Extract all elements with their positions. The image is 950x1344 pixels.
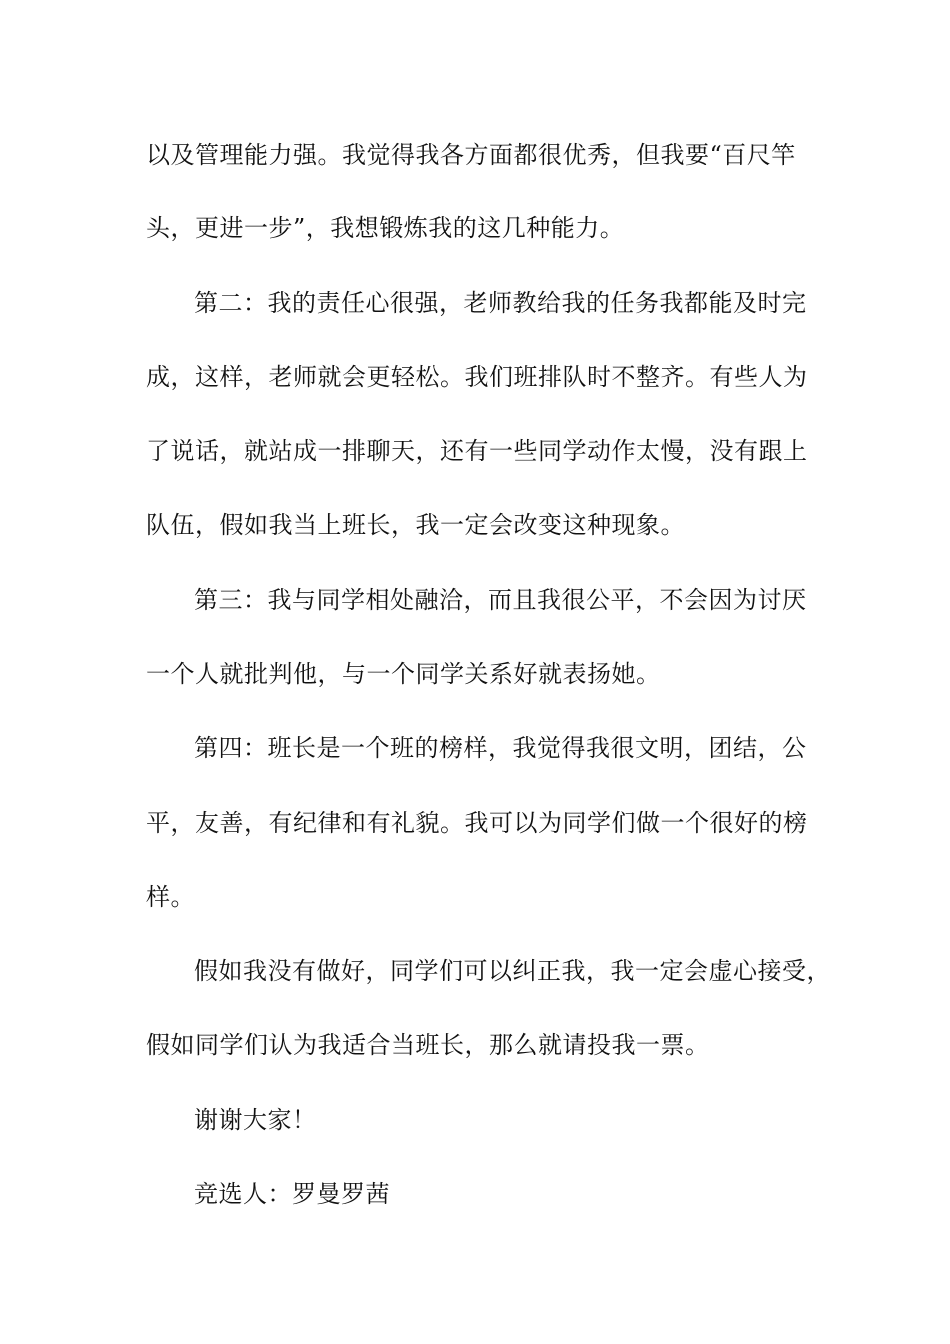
text-line: 以及管理能力强。我觉得我各方面都很优秀，但我要“百尺竿 [146, 141, 796, 169]
text-line: 样。 [146, 883, 195, 911]
text-line: 成，这样，老师就会更轻松。我们班排队时不整齐。有些人为 [146, 363, 808, 391]
text-line: 假如同学们认为我适合当班长，那么就请投我一票。 [146, 1031, 710, 1059]
signature-line: 竞选人：罗曼罗茜 [194, 1180, 390, 1208]
text-line: 一个人就批判他，与一个同学关系好就表扬她。 [146, 660, 661, 688]
text-line: 假如我没有做好，同学们可以纠正我，我一定会虚心接受， [194, 957, 831, 985]
text-line: 第二：我的责任心很强，老师教给我的任务我都能及时完 [194, 289, 807, 317]
text-line: 队伍，假如我当上班长，我一定会改变这种现象。 [146, 511, 685, 539]
text-line: 第三：我与同学相处融洽，而且我很公平，不会因为讨厌 [194, 586, 807, 614]
text-line: 了说话，就站成一排聊天，还有一些同学动作太慢，没有跟上 [146, 437, 808, 465]
text-line: 谢谢大家！ [194, 1106, 317, 1134]
text-line: 第四：班长是一个班的榜样，我觉得我很文明，团结，公 [194, 734, 807, 762]
text-line: 头，更进一步”，我想锻炼我的这几种能力。 [146, 214, 625, 242]
text-line: 平，友善，有纪律和有礼貌。我可以为同学们做一个很好的榜 [146, 809, 808, 837]
